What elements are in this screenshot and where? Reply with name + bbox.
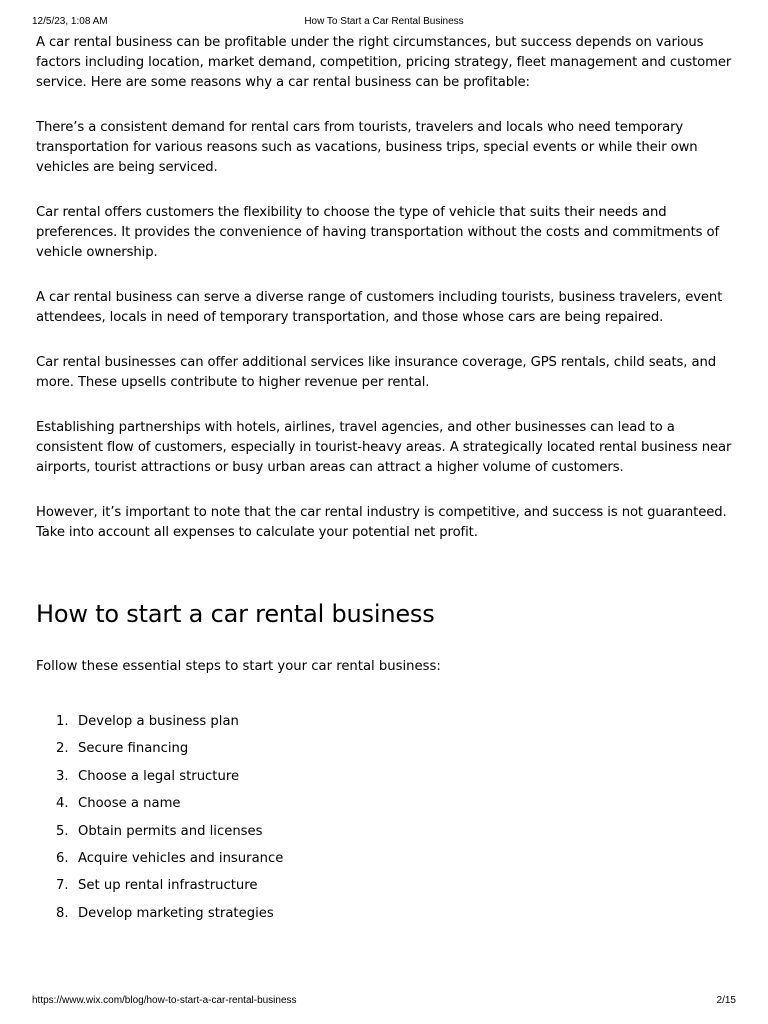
list-item [36, 794, 736, 821]
list-item [36, 712, 736, 739]
list-item [36, 822, 736, 849]
paragraph: Establishing partnerships with hotels, airlines, travel agencies, and other businesses can lead to a consistent flow of customers, especially in tourist-heavy areas. A strategically located rental business near airports, tourist attractions or busy urban areas can attract a higher volume of customers. [36, 420, 732, 475]
list-item-number: 5. [56, 823, 69, 839]
list-item [36, 904, 736, 931]
article-body [36, 33, 736, 931]
paragraph: There’s a consistent demand for rental cars from tourists, travelers and locals who need temporary transportation for various reasons such as vacations, business trips, special events or while their own vehicles are being serviced. [36, 120, 698, 175]
list-item-number: 4. [56, 796, 69, 812]
list-item-number: 8. [56, 905, 69, 921]
paragraph: Car rental offers customers the flexibility to choose the type of vehicle that suits their needs and preferences. It provides the convenience of having transportation without the costs and commitments of vehicle ownership. [36, 205, 720, 260]
paragraph: Car rental businesses can offer additional services like insurance coverage, GPS rentals, child seats, and more. These upsells contribute to higher revenue per rental. [36, 355, 716, 390]
print-footer [32, 995, 736, 1009]
list-item [36, 876, 736, 903]
list-item-number: 6. [56, 850, 69, 866]
list-item-text: Choose a name [78, 796, 181, 812]
print-header [32, 16, 736, 30]
list-item-text: Secure financing [78, 741, 189, 757]
list-item-text: Develop marketing strategies [78, 905, 274, 921]
list-item-text: Choose a legal structure [78, 768, 240, 784]
list-item [36, 849, 736, 876]
paragraph: However, it’s important to note that the car rental industry is competitive, and success is not guaranteed. Take into account all expenses to calculate your potential net profit. [36, 505, 727, 540]
list-item-text: Set up rental infrastructure [78, 878, 258, 894]
steps-list [36, 712, 736, 931]
list-item-text: Acquire vehicles and insurance [78, 850, 284, 866]
list-item-number: 1. [56, 714, 69, 729]
section-heading: How to start a car rental business [36, 600, 435, 628]
paragraph: A car rental business can serve a diverse range of customers including tourists, business travelers, event attendees, locals in need of temporary transportation, and those whose cars are being repaired. [36, 290, 723, 325]
list-item [36, 739, 736, 766]
page-url[interactable]: https://www.wix.com/blog/how-to-start-a-car-rental-business [32, 995, 297, 1006]
page-number: 2/15 [716, 995, 736, 1006]
print-datetime: 12/5/23, 1:08 AM [32, 16, 108, 27]
list-item-text: Develop a business plan [78, 714, 239, 729]
list-item-text: Obtain permits and licenses [78, 823, 263, 839]
section-intro: Follow these essential steps to start your car rental business: [36, 659, 441, 674]
paragraph: A car rental business can be profitable under the right circumstances, but success depends on various factors including location, market demand, competition, pricing strategy, fleet management and customer service. Here are some reasons why a car rental business can be profitable: [36, 35, 732, 90]
list-item-number: 3. [56, 768, 69, 784]
list-item-number: 7. [56, 878, 69, 894]
list-item-number: 2. [56, 741, 69, 757]
print-page-title: How To Start a Car Rental Business [304, 16, 464, 27]
list-item [36, 767, 736, 794]
